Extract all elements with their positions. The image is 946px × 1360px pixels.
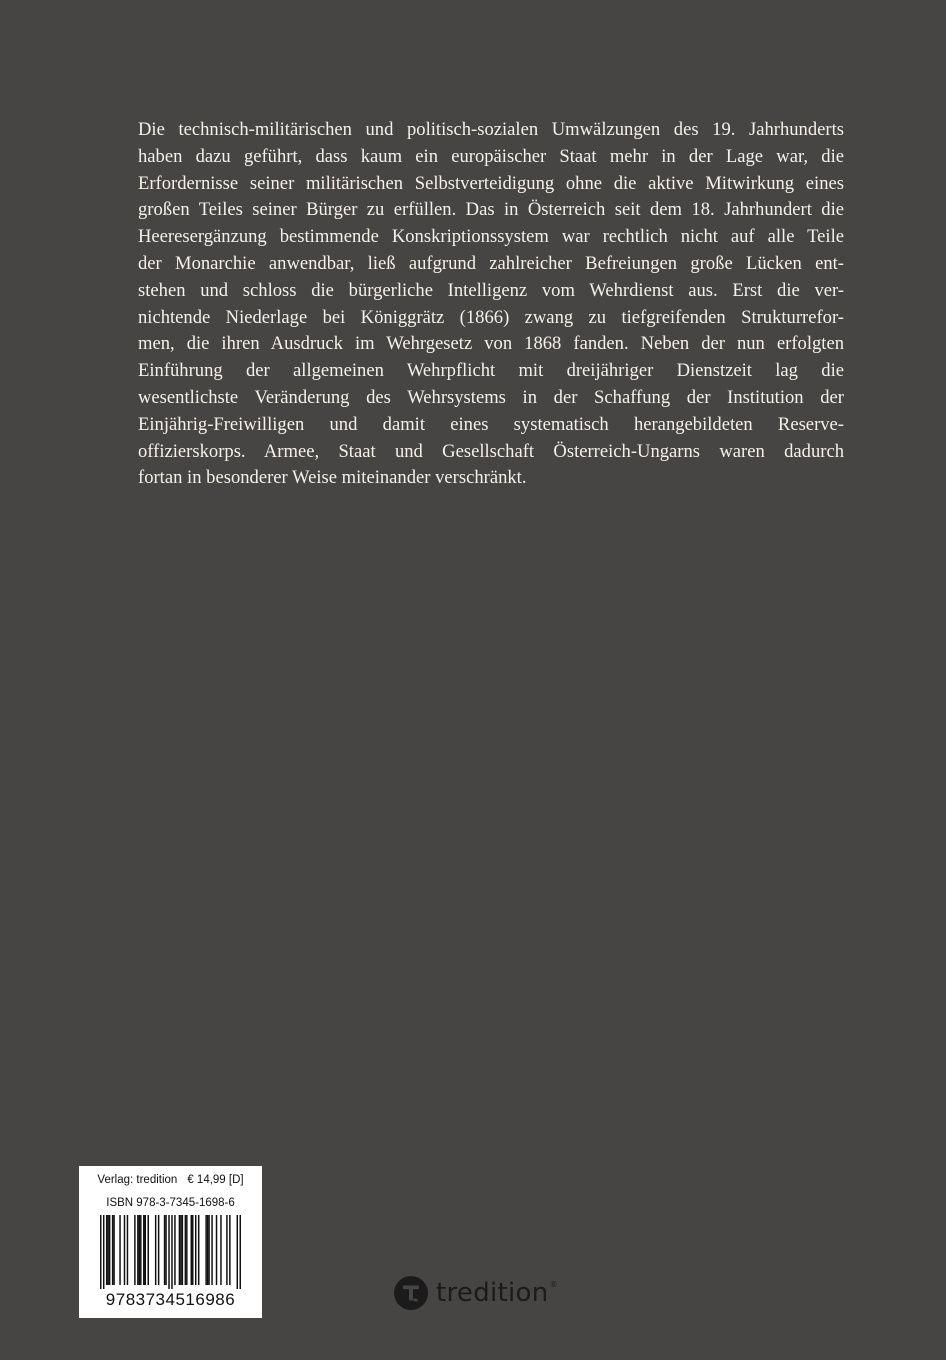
barcode-bar — [140, 1215, 141, 1285]
barcode-bar — [171, 1215, 172, 1289]
barcode-bar — [107, 1215, 108, 1285]
barcode-bar — [180, 1215, 181, 1285]
description-line: Erfordernisse seiner militärischen Selbstverteidigung ohne die aktive Mitwirkung eines — [138, 172, 844, 194]
barcode-bar — [198, 1215, 199, 1285]
barcode-bar — [205, 1215, 206, 1285]
barcode-bar — [100, 1215, 101, 1289]
barcode-bar — [145, 1215, 146, 1285]
barcode-bar — [103, 1215, 104, 1289]
barcode-bar — [185, 1215, 186, 1285]
description-line: fortan in besonderer Weise miteinander verschränkt. — [138, 467, 527, 489]
description-line: Einführung der allgemeinen Wehrpflicht mit dreijähriger Dienstzeit lag die — [138, 360, 844, 382]
description-line: haben dazu geführt, dass kaum ein europäischer Staat mehr in der Lage war, die — [138, 145, 844, 167]
description-line: Heeresergänzung bestimmende Konskriptionssystem war rechtlich nicht auf alle Teile — [138, 226, 844, 248]
description-line: Die technisch-militärischen und politisch-sozialen Umwälzungen des 19. Jahrhunderts — [138, 119, 844, 140]
price-label: € 14,99 [D] — [187, 1174, 244, 1186]
description-line: nichtende Niederlage bei Königgrätz (1866) zwang zu tiefgreifenden Strukturrefor- — [138, 306, 844, 328]
barcode-bar — [220, 1215, 221, 1285]
description-line: offizierskorps. Armee, Staat und Gesellschaft Österreich-Ungarns waren dadurch — [138, 440, 844, 462]
tredition-t-icon — [393, 1275, 429, 1311]
barcode-bar — [207, 1215, 208, 1285]
barcode-bar — [191, 1215, 192, 1285]
barcode-bar — [137, 1215, 138, 1285]
barcode-bars — [100, 1215, 241, 1289]
publisher-label: Verlag: tredition — [97, 1174, 178, 1186]
publisher-price-row — [79, 1174, 262, 1186]
barcode-bar — [112, 1215, 113, 1285]
barcode-bar — [134, 1215, 135, 1285]
barcode-bar — [124, 1215, 125, 1285]
barcode-bar — [186, 1215, 187, 1285]
description-text — [138, 117, 844, 492]
isbn-barcode-label — [79, 1166, 262, 1318]
barcode-bar — [106, 1215, 107, 1285]
barcode-bar — [109, 1215, 110, 1285]
barcode-bar — [165, 1215, 166, 1285]
registered-mark: ® — [549, 1280, 558, 1289]
publisher-logo — [393, 1274, 558, 1312]
barcode-bar — [195, 1215, 196, 1285]
barcode-bar — [147, 1215, 148, 1285]
barcode-bar — [211, 1215, 212, 1285]
barcode-bar — [168, 1215, 169, 1289]
barcode-bar — [226, 1215, 227, 1285]
description-line: der Monarchie anwendbar, ließ aufgrund zahlreicher Befreiungen große Lücken ent- — [138, 252, 844, 274]
barcode-bar — [216, 1215, 217, 1285]
barcode-bar — [158, 1215, 159, 1285]
description-line: Einjährig-Freiwilligen und damit eines systematisch herangebildeten Reserve- — [138, 413, 844, 435]
barcode-bar — [164, 1215, 165, 1285]
barcode-bar — [179, 1215, 180, 1285]
description-line: stehen und schloss die bürgerliche Intelligenz vom Wehrdienst aus. Erst die ver- — [138, 279, 844, 301]
barcode-bar — [182, 1215, 183, 1285]
barcode-bar — [119, 1215, 120, 1285]
barcode-bar — [174, 1215, 175, 1285]
barcode-bar — [208, 1215, 209, 1285]
barcode-bar — [113, 1215, 114, 1285]
publisher-name: tredition — [436, 1278, 549, 1308]
description-line: men, die ihren Ausdruck im Wehrgesetz von 1868 fanden. Neben der nun erfolgten — [138, 333, 844, 355]
barcode-bar — [229, 1215, 230, 1285]
ean-number: 9783734516986 — [105, 1290, 236, 1309]
barcode-bar — [155, 1215, 156, 1285]
barcode-bar — [237, 1215, 238, 1289]
barcode-bar — [139, 1215, 140, 1285]
barcode-bar — [143, 1215, 144, 1285]
description-line: wesentlichste Veränderung des Wehrsystems in der Schaffung der Institution der — [138, 386, 844, 408]
description-line: großen Teiles seiner Bürger zu erfüllen. Das in Österreich seit dem 18. Jahrhundert die — [138, 199, 844, 221]
barcode-bar — [240, 1215, 241, 1289]
barcode-bar — [127, 1215, 128, 1285]
barcode-bar — [192, 1215, 193, 1285]
isbn-label: ISBN 978-3-7345-1698-6 — [106, 1197, 235, 1209]
